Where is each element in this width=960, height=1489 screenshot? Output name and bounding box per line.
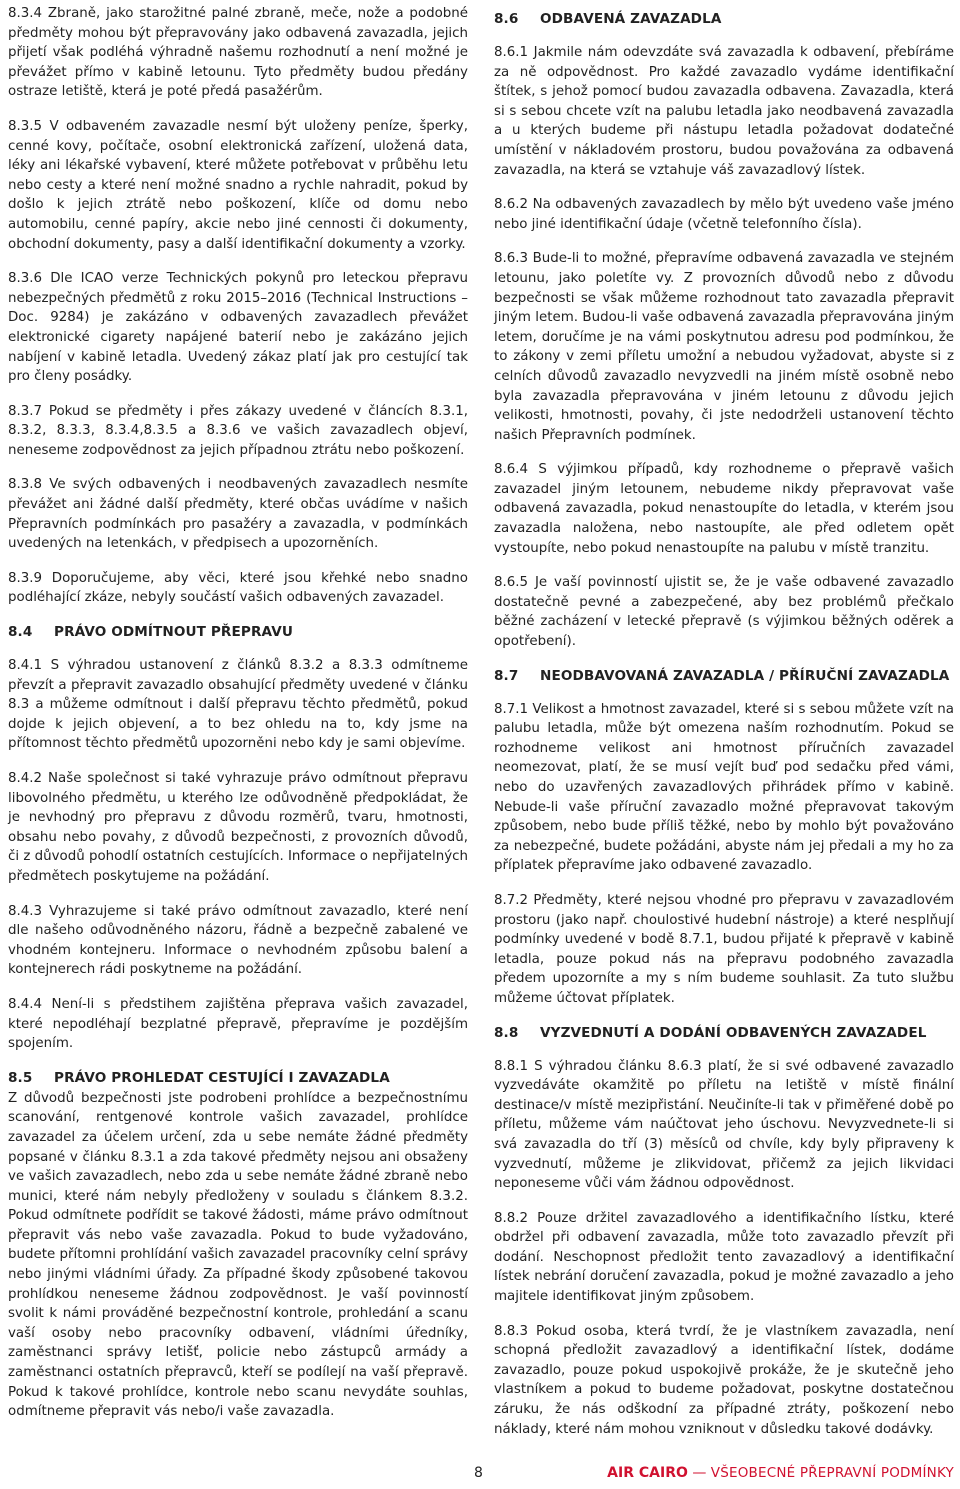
section-heading [494,10,954,29]
section-number: 8.4 [8,624,33,641]
page-number: 8 [474,1465,483,1481]
paragraph: 8.3.7 Pokud se předměty i přes zákazy uvedené v článcích 8.3.1, 8.3.2, 8.3.3, 8.3.4,8.3.5 a 8.3.6 ve vašich zavazadlech objeví, neneseme zodpovědnost za jejich případnou ztrátu nebo poškození. [8,403,468,458]
paragraph: 8.4.4 Není-li s předstihem zajištěna přeprava vašich zavazadel, které nepodléhají bezplatné přepravě, přepravíme je pozdějším spojením. [8,996,468,1052]
footer-dash: — [692,1465,707,1481]
paragraph: 8.8.2 Pouze držitel zavazadlového a identifikačního lístku, které obdržel při odbavení zavazadla, může toto zavazadlo převzít při dodání. Neschopnost předložit tento zavazadlový a identifikační lístek nebrání doručení zavazadla, pokud je možné zavazadlo a jeho majitele identifikovat jiným způsobem. [494,1210,954,1305]
paragraph: 8.6.5 Je vaší povinností ujistit se, že je vaše odbavené zavazadlo dostatečně pevné a zabezpečené, aby bez problémů přečkalo běžné zacházení v letecké přepravě (s výjimkou běžných oděrek a opotřebení). [494,575,954,650]
paragraph: 8.3.5 V odbaveném zavazadle nesmí být uloženy peníze, šperky, cenné kovy, počítače, osobní elektronická zařízení, uložená data, léky ani lékařské vybavení, které můžete potřebovat v průběhu letu nebo cesty a které není možné snadno a rychle nahradit, pokud by došlo k jejich ztrátě nebo poškození, klíče od domu nebo automobilu, cenné papíry, akcie nebo jiné cennosti či dokumenty, obchodní dokumenty, pasy a další identifikační dokumenty a vzorky. [8,118,468,252]
brand-name: AIR CAIRO [607,1465,688,1481]
paragraph: 8.8.3 Pokud osoba, která tvrdí, že je vlastníkem zavazadla, není schopná předložit zavazadlový a identifikační lístek, dodáme zavazadlo, pouze pokud uspokojivě prokáže, že je skutečně jeho vlastníkem a pokud to budeme požadovat, poskytne dostatečnou záruku, že nás odškodní za případné ztráty, poškození nebo náklady, které nám mohou vzniknout v důsledku takové dodávky. [494,1323,954,1437]
paragraph: 8.3.8 Ve svých odbavených i neodbavených zavazadlech nesmíte převážet ani žádné další předměty, které občas uvádíme v našich Přepravních podmínkách pro pasažéry a zavazadla, v podmínkách uvedených na letenkách, v předpisech a upozorněních. [8,477,468,552]
paragraph: 8.3.4 Zbraně, jako starožitné palné zbraně, meče, nože a podobné předměty mohou být přepravovány jako odbavená zavazadla, jejich přijetí však podléhá výhradně našemu rozhodnutí a není možné je převážet přímo v kabině letounu. Tyto předměty budou předány ostraze letiště, která je poté předá pasažérům. [8,6,468,100]
document-title: VŠEOBECNÉ PŘEPRAVNÍ PODMÍNKY [710,1465,954,1481]
section-title: ODBAVENÁ ZAVAZADLA [540,11,722,27]
paragraph: 8.6.3 Bude-li to možné, přepravíme odbavená zavazadla ve stejném letounu, jako poletíte vy. Z provozních důvodů nebo z důvodu bezpečnosti se však můžeme rozhodnout tato zavazadla přepravit jiným letem. Budou-li vaše odbavená zavazadla přepravována jiným letem, doručíme je na vámi poskytnutou adresu pod podmínkou, že to zákony v zemi příletu umožní a nebudou vyžadovat, abyste si z celních důvodů zavazadlo nevyzvedli na jiném místě osobně nebo byla zavazadla přepravována v jiném letounu z důvodu jejich velikosti, hmotnosti, povahy, či jste nedodrželi ustanovení těchto našich Přepravních podmínek. [494,251,954,443]
section-title: NEODBAVOVANÁ ZAVAZADLA / PŘÍRUČNÍ ZAVAZADLA [540,667,950,684]
section-number: 8.5 [8,1069,33,1086]
section-title: VYZVEDNUTÍ A DODÁNÍ ODBAVENÝCH ZAVAZADEL [540,1024,927,1041]
paragraph: 8.7.1 Velikost a hmotnost zavazadel, které si s sebou můžete vzít na palubu letadla, může být omezena naším rozhodnutím. Pokud se rozhodneme velikost ani hmotnost příručních zavazadel neomezovat, platí, že se musí vejít buď pod sedačku před vámi, nebo do uzavřených zavazadlových přihrádek přímo v kabině. Nebude-li vaše příruční zavazadlo možné přepravovat takovým způsobem, nebo bude příliš těžké, nebo by mohlo být považováno za nebezpečné, budete požádáni, abyste nám jej předali a my ho za příplatek přepravíme jako odbavené zavazadlo. [494,701,954,874]
section-title: PRÁVO ODMÍTNOUT PŘEPRAVU [54,624,293,641]
section-number: 8.6 [494,11,519,27]
paragraph: 8.6.4 S výjimkou případů, kdy rozhodneme o přepravě vašich zavazadel jiným letounem, nebudeme nikdy přepravovat vaše odbavená zavazadla, pokud nenastoupíte do letadla, v kterém jsou zavazadla naložena, nebo nastoupíte, ale před odletem opět vystoupíte, nebo pokud nenastoupíte na palubu v místě tranzitu. [494,462,954,556]
paragraph: 8.7.2 Předměty, které nejsou vhodné pro přepravu v zavazadlovém prostoru (jako např. choulostivé hudební nástroje) a které nesplňují podmínky uvedené v bodě 8.7.1, budou přijaté k přepravě v kabině letadla, pouze pokud nás na přepravu podobného zavazadla předem upozorníte a my s ním budeme souhlasit. Za tuto službu můžeme účtovat příplatek. [494,892,954,1006]
paragraph: 8.3.9 Doporučujeme, aby věci, které jsou křehké nebo snadno podléhající zkáze, nebyly součástí vašich odbavených zavazadel. [8,570,468,606]
paragraph: 8.4.3 Vyhrazujeme si také právo odmítnout zavazadlo, které není dle našeho odůvodněného názoru, řádně a bezpečně zabalené ve vhodném kontejneru. Informace o nevhodném způsobu balení a kontejnerech rádi poskytneme na požádání. [8,903,468,978]
paragraph: 8.3.6 Dle ICAO verze Technických pokynů pro leteckou přepravu nebezpečných předmětů z roku 2015–2016 (Technical Instructions – Doc. 9284) je zakázáno v odbavených zavazadlech převážet elektronické cigarety napájené baterií nebo je zakázáno jejich nabíjení v kabině letadla. Uvedený zákaz platí jak pro cestující tak pro členy posádky. [8,271,468,385]
section-heading [494,667,954,686]
section-heading [494,1024,954,1043]
page-footer [0,1465,960,1485]
section-title: PRÁVO PROHLEDAT CESTUJÍCÍ I ZAVAZADLA [54,1069,390,1086]
right-column [494,4,954,1454]
section-number: 8.7 [494,667,519,684]
section-heading [8,1069,468,1088]
paragraph: 8.8.1 S výhradou článku 8.6.3 platí, že si své odbavené zavazadlo vyzvedáváte okamžitě po příletu na letiště v místě finální destinace/v místě mezipřistání. Neučiníte-li tak v přiměřené době po příletu, můžeme vám naúčtovat jeho úschovu. Nevyzvednete-li si svá zavazadla do tří (3) měsíců od chvíle, kdy byly připraveny k vyzvednutí, můžeme je zlikvidovat, přičemž za jejich likvidaci neponeseme vůči vám žádnou odpovědnost. [494,1058,954,1192]
paragraph: Z důvodů bezpečnosti jste podrobeni prohlídce a bezpečnostnímu scanování, rentgenové kontrole vašich zavazadel, prohlídce zavazadel za účelem určení, zda u sebe nemáte žádné předměty popsané v článku 8.3.1 a zda takové předměty nejsou ani obsaženy ve vašich zavazadlech, nebo zda u sebe nemáte žádné zbraně nebo munici, které nám nebyly předloženy v souladu s článkem 8.3.2. Pokud odmítnete podřídit se takové žádosti, máme právo odmítnout přepravit vás nebo vaše zavazadla. Pokud to bude vyžadováno, budete přítomni prohlídání vašich zavazadel pracovníky celní správy nebo jinými vládními úřady. Za případné škody způsobené takovou prohlídkou neneseme žádnou zodpovědnost. Je vaší povinností svolit k námi prováděné bezpečnostní kontrole, prohledání a scanu vaší osoby nebo pracovníky odbavení, vládními úředníky, zaměstnanci správy letišť, policie nebo zástupců armády a zaměstnanci ostatních přepravců, kteří se podílejí na vaší přepravě. Pokud k takové prohlídce, kontrole nebo scanu nevydáte souhlas, odmítneme přepravit vás nebo/i vaše zavazadla. [8,1090,468,1420]
paragraph: 8.4.1 S výhradou ustanovení z článků 8.3.2 a 8.3.3 odmítneme převzít a přepravit zavazadlo obsahující předměty uvedené v článku 8.3 a můžeme odmítnout i další přepravu těchto předmětů, pokud dojde k jejich objevení, a to bez ohledu na to, kdy jsme na přítomnost těchto předmětů upozorněni nebo kdy je sami objevíme. [8,658,468,752]
paragraph: 8.4.2 Naše společnost si také vyhrazuje právo odmítnout přepravu libovolného předmětu, u kterého lze odůvodněně předpokládat, že je nevhodný pro přepravu z důvodu rozměrů, tvaru, hmotnosti, obsahu nebo povahy, z důvodů bezpečnosti, z provozních důvodů, či z důvodů pohodlí ostatních cestujících. Informace o nepřijatelných předmětech poskytujeme na požádání. [8,771,468,884]
section-number: 8.8 [494,1024,519,1041]
paragraph: 8.6.1 Jakmile nám odevzdáte svá zavazadla k odbavení, přebíráme za ně odpovědnost. Pro každé zavazadlo vydáme identifikační štítek, s jehož pomocí budou zavazadla odbavena. Zavazadla, která si s sebou chcete vzít na palubu letadla jako neodbavená zavazadla a u kterých budeme při nástupu letadla požadovat dodatečné umístění v nákladovém prostoru, budou považována za odbavená zavazadla, na která se vztahuje váš zavazadlový lístek. [494,45,954,178]
paragraph: 8.6.2 Na odbavených zavazadlech by mělo být uvedeno vaše jméno nebo jiné identifikační údaje (včetně telefonního čísla). [494,197,954,232]
footer-title [607,1465,954,1481]
left-column [8,4,468,1437]
section-heading [8,623,468,642]
